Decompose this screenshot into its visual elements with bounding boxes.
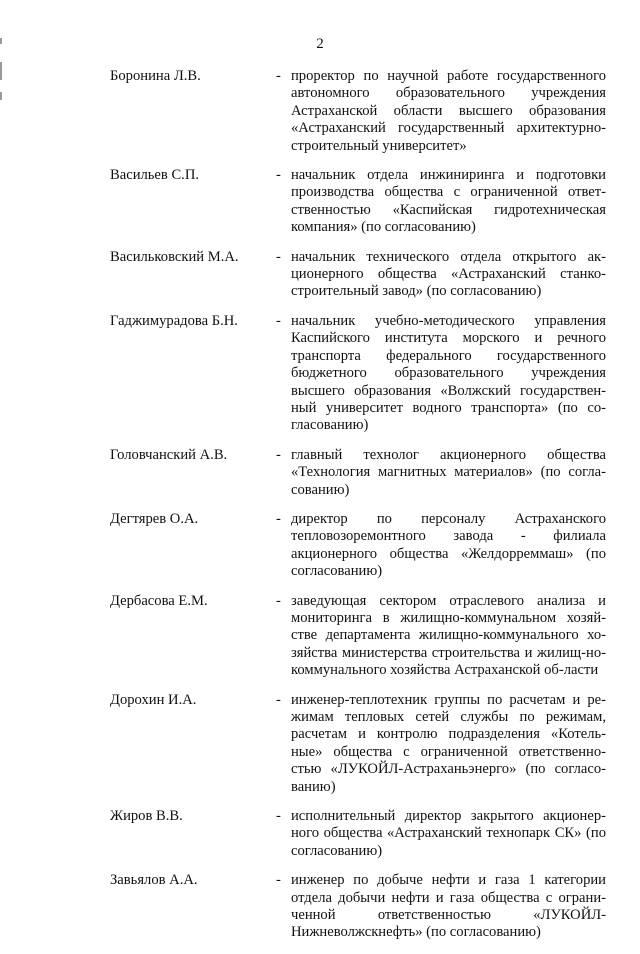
member-name: Головчанский А.В. [110,446,228,463]
list-item [0,313,640,435]
member-name: Жиров В.В. [110,808,183,825]
member-role: главный технолог акционерного общества «Технология магнитных материалов» (по согла-сованию) [291,446,606,498]
list-item [0,593,640,680]
member-role: заведующая сектором отраслевого анализа и мониторинга в жилищно-коммунальном хозяй-стве департамента жилищно-коммунального хо-зяйства министерства строительства и жилищ-но-коммунального хозяйства Астраханской об-ласти [291,592,606,679]
list-item [0,68,640,155]
separator-dash: - [276,248,281,265]
separator-dash: - [276,691,281,708]
member-role: исполнительный директор закрытого акционер-ного общества «Астраханский технопарк СК» (по согласованию) [291,808,606,859]
separator-dash: - [276,446,281,463]
separator-dash: - [276,68,281,84]
list-item [0,249,640,301]
member-name: Васильев С.П. [110,167,200,184]
member-name: Васильковский М.А. [110,248,239,265]
member-name: Гаджимурадова Б.Н. [110,312,238,329]
member-role: начальник технического отдела открытого ак-ционерного общества «Астраханский станко-строительный завод» (по согласованию) [291,248,606,300]
member-role: проректор по научной работе государственного автономного образовательного учреждения Астраханской области высшего образования «Астраханский государственный архитектурно-строительный университет» [291,68,606,154]
member-role: инженер-теплотехник группы по расчетам и ре-жимам тепловых сетей службы по режимам, расчетам и контролю подразделения «Котель-ные» общества с ограниченной ответственно-стью «ЛУКОЙЛ-Астраханьэнерго» (по согласо-ванию) [291,691,606,795]
member-name: Дербасова Е.М. [110,592,208,609]
list-item [0,511,640,581]
separator-dash: - [276,510,281,527]
member-name: Дорохин И.А. [110,691,197,708]
separator-dash: - [276,167,281,184]
list-item [0,167,640,237]
separator-dash: - [276,592,281,609]
member-role: начальник учебно-методического управления Каспийского института морского и речного транспорта федерального государственного бюджетного образовательного учреждения высшего образования «Волжский государствен-ный университет водного транспорта» (по со-гласованию) [291,312,606,434]
member-role: инженер по добыче нефти и газа 1 категории отдела добычи нефти и газа общества с ограни-ченной ответственностью «ЛУКОЙЛ-Нижневолжскнефть» (по согласованию) [291,872,606,941]
list-item [0,447,640,499]
member-list [0,68,640,954]
list-item [0,808,640,860]
separator-dash: - [276,312,281,329]
member-name: Дегтярев О.А. [110,510,199,527]
list-item [0,692,640,796]
separator-dash: - [276,872,281,889]
page-number: 2 [316,36,324,52]
member-name: Боронина Л.В. [110,68,201,84]
member-name: Завьялов А.А. [110,872,198,889]
member-role: директор по персоналу Астраханского тепловозоремонтного завода - филиала акционерного общества «Желдорреммаш» (по согласованию) [291,510,606,580]
list-item [0,872,640,942]
separator-dash: - [276,808,281,825]
member-role: начальник отдела инжиниринга и подготовки производства общества с ограниченной ответ-ственностью «Каспийская гидротехническая компания» (по согласованию) [291,167,606,236]
